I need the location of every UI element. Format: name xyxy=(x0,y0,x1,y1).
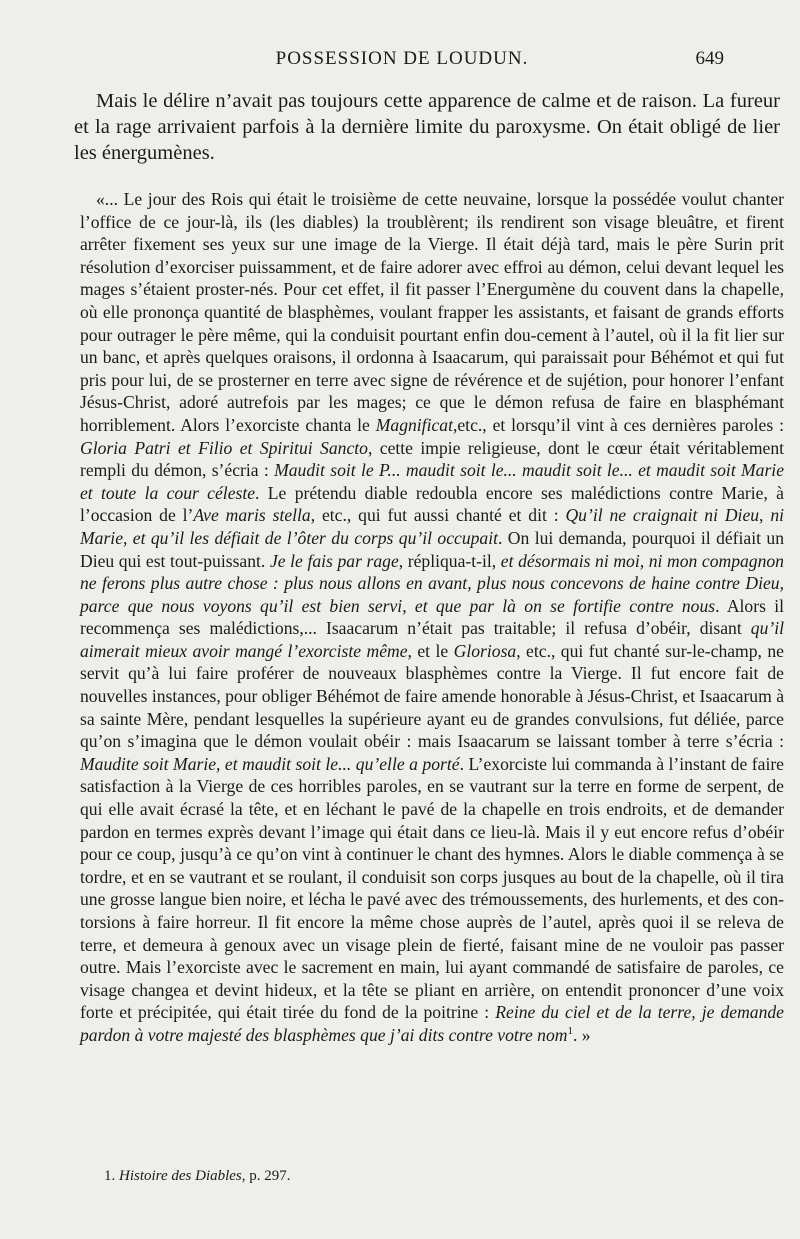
quote-italic: Ave maris stella xyxy=(193,505,311,526)
quote-italic: Maudite soit Marie, et maudit soit le... qu’elle a porté xyxy=(80,753,460,774)
quote-text: , répliqua-t-il, xyxy=(398,550,501,571)
quote-italic: Magnificat xyxy=(375,414,453,435)
quote-text: , cette impie religieuse, dont le cœur était véritablement rempli du démon, s’écria : xyxy=(80,437,784,481)
quote-text: . L’exorciste lui commanda à l’instant de faire satisfaction à la Vierge de ces horribles paroles, en se vautrant sur la terre en forme de serpent, de qui elle avait écrasé la tête, et en léchant le pavé de la chapelle en trois endroits, et de demander pardon en termes exprès devant l’image qui était dans ce lieu-là. Mais il y eut encore refus d’obéir pour ce coup, jusqu’à ce qu’on vint à continuer le chant des hymnes. Alors le diable commença à se tordre, et en se vautrant et se roulant, il conduisit son corps jusques au bout de la chapelle, où il tira une grosse langue bien noire, et lécha le pavé avec des trémoussements, des hurlements, et des con-torsions à faire horreur. Il fit encore la même chose auprès de l’autel, après quoi il se releva de terre, et demeura à genoux avec un visage plein de fierté, faisant mine de ne vouloir pas passer outre. Mais l’exorciste avec le sacrement en main, lui ayant commandé de satisfaire de paroles, ce visage changea et devint hideux, et la tête se pliant en arrière, on entendit prononcer d’une voix forte et précipitée, qui était tirée du fond de la poitrine : xyxy=(80,753,784,1023)
quote-paragraph xyxy=(80,188,784,1047)
quote-text: ,etc., et lorsqu’il vint à ces dernières paroles : xyxy=(452,414,784,435)
intro-text: Mais le délire n’avait pas toujours cette apparence de calme et de raison. La fureur et la rage arrivaient parfois à la dernière limite du paroxysme. On était obligé de lier les énergumènes. xyxy=(74,90,780,164)
quote-text: . Le prétendu diable redoubla encore ses malédictions contre Marie, à l’occasion de l’ xyxy=(80,482,784,526)
page-number: 649 xyxy=(695,48,724,69)
quote-text: . Alors il recommença ses malédictions,... Isaacarum n’était pas traitable; il refusa d’obéir, disant xyxy=(80,595,784,639)
quote-text: «... Le jour des Rois qui était le troisième de cette neuvaine, lorsque la possédée voulut chanter l’office de ce jour-là, ils (les diables) la troublèrent; ils rendirent son visage bleuâtre, et firent arrêter fixement ses yeux sur une image de la Vierge. Il était déjà tard, mais le père Surin prit résolution d’exorciser puissamment, et de faire adorer avec effroi au démon, celui devant lequel les mages s’étaient proster-nés. Pour cet effet, il fit passer l’Energumène du couvent dans la chapelle, où elle prononça quantité de blasphèmes, voulant frapper les assistants, et faisant de grands efforts pour outrager le père même, qui la conduisit pourtant enfin dou-cement à l’autel, où il la fit lier sur un banc, et après quelques oraisons, il ordonna à Isaacarum, qui paraissait pour Béhémot et qui fut pris pour lui, de se prosterner en terre avec signe de révérence et de sujétion, pour honorer l’enfant Jésus-Christ, adoré autrefois par les mages; ce que le démon refusa de faire en blasphémant horriblement. Alors l’exorciste chanta le xyxy=(80,189,784,435)
footnote-text: , p. 297. xyxy=(241,1168,291,1184)
quote-italic: Qu’il ne craignait ni Dieu, ni Marie, et qu’il les défiait de l’ôter du corps qu’il occupait xyxy=(80,505,784,548)
footnote xyxy=(104,1166,704,1186)
quote-text: , etc., qui fut chanté sur-le-champ, ne servit qu’à lui faire proférer de nouveaux blasphèmes contre la Vierge. Il fut encore fait de nouvelles instances, pour obliger Béhémot de faire amende honorable à Jésus-Christ, et Isaacarum à sa sainte Mère, pendant lesquelles la supérieure ayant eu de grandes convulsions, fut déliée, parce qu’on s’imagina que le démon voulait obéir : mais Isaacarum se laissant tomber à terre s’écria : xyxy=(80,640,784,752)
quote-italic: qu’il aimerait mieux avoir mangé l’exorciste même xyxy=(80,618,784,661)
running-title: POSSESSION DE LOUDUN. xyxy=(275,48,529,69)
footnote-reference: 1 xyxy=(567,1025,573,1038)
quote-italic: Gloria Patri et Filio et Spiritui Sancto xyxy=(80,437,368,458)
quote-italic: Maudit soit le P... maudit soit le... maudit soit le... et maudit soit Marie et toute la cour céleste xyxy=(80,460,785,503)
quote-text: , et le xyxy=(407,640,454,661)
quote-text: , etc., qui fut aussi chanté et dit : xyxy=(310,505,566,526)
quote-italic: Reine du ciel et de la terre, je demande pardon à votre majesté des blasphèmes que j’ai dits contre votre nom xyxy=(80,1002,784,1045)
quote-text: . » xyxy=(573,1024,591,1045)
footnote-title: Histoire des Diables xyxy=(119,1168,242,1184)
quoted-passage xyxy=(80,188,784,1047)
quote-text: . On lui demanda, pourquoi il défiait un Dieu qui est tout-puissant. xyxy=(80,527,784,571)
quote-italic: et désormais ni moi, ni mon compagnon ne ferons plus autre chose : plus nous allons en avant, plus nous concevons de haine contre Dieu, parce que nous voyons qu’il est bien servi, et que par là on se fortifie contre nous xyxy=(80,550,784,616)
running-head xyxy=(80,48,724,74)
intro-paragraph xyxy=(74,88,780,166)
quote-italic: Je le fais par rage xyxy=(269,550,399,571)
quote-italic: Gloriosa xyxy=(453,640,517,661)
footnote-number: 1. xyxy=(104,1168,116,1184)
